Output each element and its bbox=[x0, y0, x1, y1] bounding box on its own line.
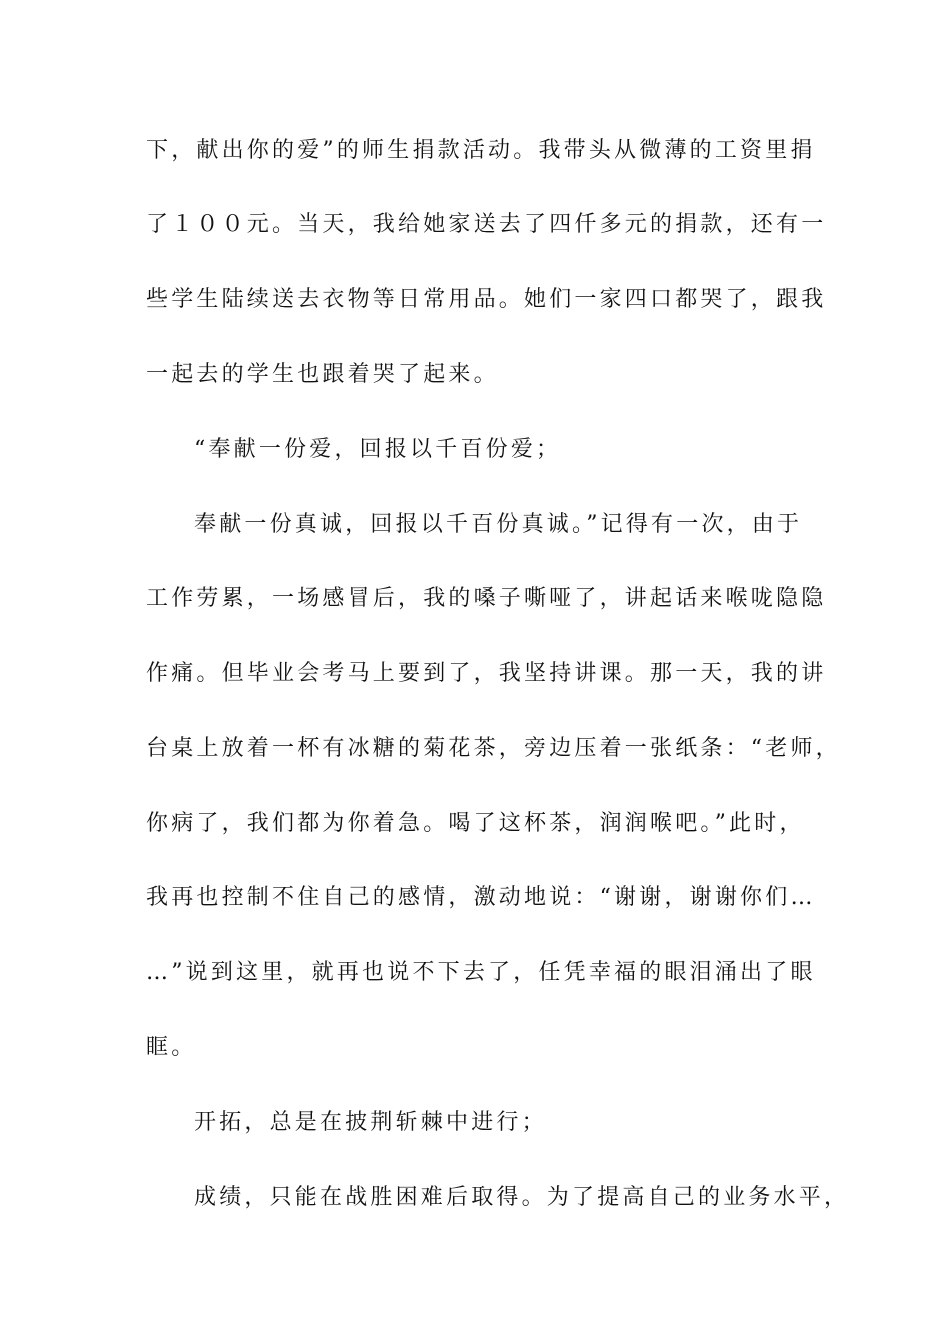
text-line: 台桌上放着一杯有冰糖的菊花茶，旁边压着一张纸条：“老师， bbox=[146, 736, 841, 761]
text-line: 些学生陆续送去衣物等日常用品。她们一家四口都哭了，跟我 bbox=[146, 287, 827, 312]
text-line: 了１００元。当天，我给她家送去了四仟多元的捐款，还有一 bbox=[146, 212, 827, 237]
text-line: “奉献一份爱，回报以千百份爱； bbox=[194, 437, 562, 462]
text-line: 成绩，只能在战胜困难后取得。为了提高自己的业务水平， bbox=[194, 1185, 850, 1210]
text-line: 我再也控制不住自己的感情，激动地说：“谢谢，谢谢你们… bbox=[146, 885, 816, 910]
text-line: …”说到这里，就再也说不下去了，任凭幸福的眼泪涌出了眼 bbox=[146, 960, 816, 985]
text-line: 工作劳累，一场感冒后，我的嗓子嘶哑了，讲起话来喉咙隐隐 bbox=[146, 586, 827, 611]
text-line: 一起去的学生也跟着哭了起来。 bbox=[146, 362, 499, 387]
text-line: 开拓，总是在披荆斩棘中进行； bbox=[194, 1110, 547, 1135]
text-line: 奉献一份真诚，回报以千百份真诚。”记得有一次，由于 bbox=[194, 512, 803, 537]
text-line: 作痛。但毕业会考马上要到了，我坚持讲课。那一天，我的讲 bbox=[146, 661, 827, 686]
text-line: 眶。 bbox=[146, 1035, 197, 1060]
text-line: 你病了，我们都为你着急。喝了这杯茶，润润喉吧。”此时， bbox=[146, 811, 805, 836]
text-line: 下，献出你的爱”的师生捐款活动。我带头从微薄的工资里捐 bbox=[146, 138, 816, 163]
